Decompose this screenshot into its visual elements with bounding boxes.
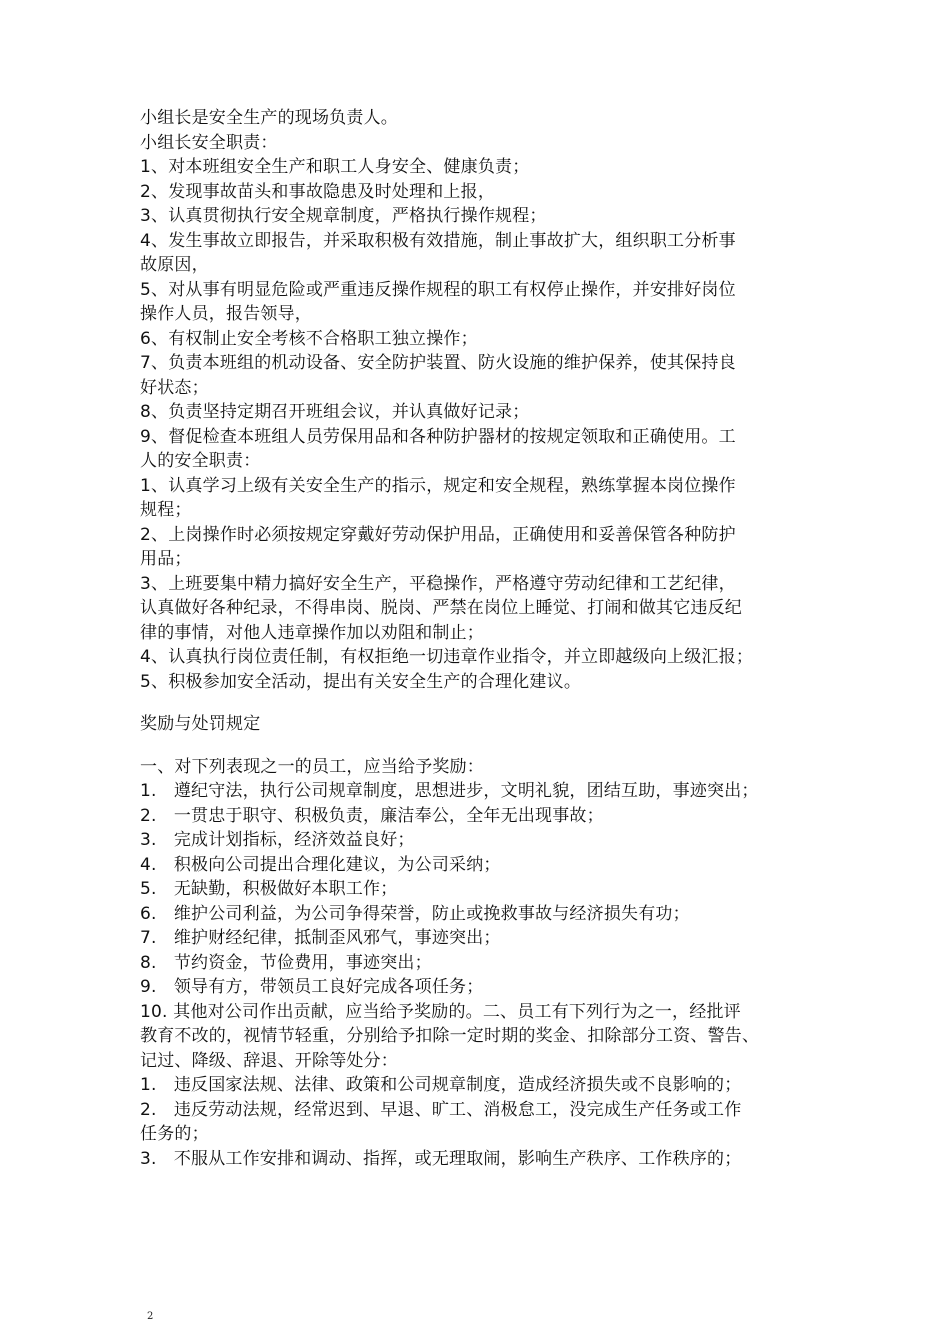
text-line: 1、对本班组安全生产和职工人身安全、健康负责；: [140, 157, 530, 177]
text-line: 规程；: [140, 500, 192, 520]
text-line: 律的事情，对他人违章操作加以劝阻和制止；: [140, 622, 484, 643]
text-line: 任务的；: [140, 1124, 209, 1144]
text-line: 3. 完成计划指标，经济效益良好；: [140, 830, 415, 850]
text-line: 7、负责本班组的机动设备、安全防护装置、防火设施的维护保养，使其保持良: [140, 353, 736, 373]
text-line: 9、督促检查本班组人员劳保用品和各种防护器材的按规定领取和正确使用。工: [140, 426, 736, 447]
text-line: 小组长安全职责：: [140, 132, 278, 153]
section-spacer: [140, 694, 830, 712]
text-line: 故原因，: [140, 255, 209, 275]
text-line: 5. 无缺勤，积极做好本职工作；: [140, 879, 398, 899]
text-line: 4. 积极向公司提出合理化建议，为公司采纳；: [140, 854, 501, 875]
text-line: 4、发生事故立即报告，并采取积极有效措施，制止事故扩大，组织职工分析事: [140, 230, 736, 251]
text-line: 2. 一贯忠于职守、积极负责，廉洁奉公，全年无出现事故；: [140, 805, 604, 826]
text-line: 3、认真贯彻执行安全规章制度，严格执行操作规程；: [140, 206, 547, 226]
text-line: 记过、降级、辞退、开除等处分：: [140, 1050, 398, 1071]
text-line: 用品；: [140, 549, 192, 569]
text-line: 教育不改的，视情节轻重，分别给予扣除一定时期的奖金、扣除部分工资、警告、: [140, 1026, 760, 1046]
text-line: 9. 领导有方，带领员工良好完成各项任务；: [140, 977, 484, 997]
section-spacer: [140, 737, 830, 755]
text-line: 认真做好各种纪录，不得串岗、脱岗、严禁在岗位上睡觉、打闹和做其它违反纪: [140, 598, 742, 618]
document-body: [140, 106, 830, 1171]
text-line: 1. 违反国家法规、法律、政策和公司规章制度，造成经济损失或不良影响的；: [140, 1075, 742, 1095]
text-line: 8、负责坚持定期召开班组会议，并认真做好记录；: [140, 402, 530, 422]
text-line: 2、发现事故苗头和事故隐患及时处理和上报，: [140, 181, 496, 202]
page-number: 2: [147, 1311, 154, 1322]
text-line: 3. 不服从工作安排和调动、指挥，或无理取闹，影响生产秩序、工作秩序的；: [140, 1148, 742, 1169]
text-line: 2. 违反劳动法规，经常迟到、早退、旷工、消极怠工，没完成生产任务或工作: [140, 1099, 742, 1120]
text-line: 8. 节约资金，节俭费用，事迹突出；: [140, 952, 432, 973]
text-line: 1. 遵纪守法，执行公司规章制度，思想进步，文明礼貌，团结互助，事迹突出；: [140, 781, 759, 801]
text-line: 操作人员，报告领导，: [140, 304, 312, 324]
text-line: 5、对从事有明显危险或严重违反操作规程的职工有权停止操作，并安排好岗位: [140, 279, 736, 300]
text-line: 6、有权制止安全考核不合格职工独立操作；: [140, 328, 478, 349]
text-line: 5、积极参加安全活动，提出有关安全生产的合理化建议。: [140, 671, 582, 692]
text-line: 小组长是安全生产的现场负责人。: [140, 108, 398, 128]
text-line: 2、上岗操作时必须按规定穿戴好劳动保护用品，正确使用和妥善保管各种防护: [140, 524, 736, 545]
text-line: 10. 其他对公司作出贡献，应当给予奖励的。二、员工有下列行为之一，经批评: [140, 1001, 741, 1022]
text-line: 人的安全职责：: [140, 451, 261, 471]
text-line: 好状态；: [140, 377, 209, 398]
text-line: 1、认真学习上级有关安全生产的指示，规定和安全规程，熟练掌握本岗位操作: [140, 475, 736, 496]
text-line: 一、对下列表现之一的员工，应当给予奖励：: [140, 756, 484, 777]
text-line: 6. 维护公司利益，为公司争得荣誉，防止或挽救事故与经济损失有功；: [140, 903, 690, 924]
section-heading: 奖励与处罚规定: [140, 714, 261, 734]
text-line: 4、认真执行岗位责任制，有权拒绝一切违章作业指令，并立即越级向上级汇报；: [140, 647, 754, 667]
rewards-penalties-section: [140, 755, 830, 1172]
text-line: 3、上班要集中精力搞好安全生产，平稳操作，严格遵守劳动纪律和工艺纪律，: [140, 573, 736, 594]
text-line: 7. 维护财经纪律，抵制歪风邪气，事迹突出；: [140, 928, 501, 948]
safety-duties-section: [140, 106, 830, 694]
